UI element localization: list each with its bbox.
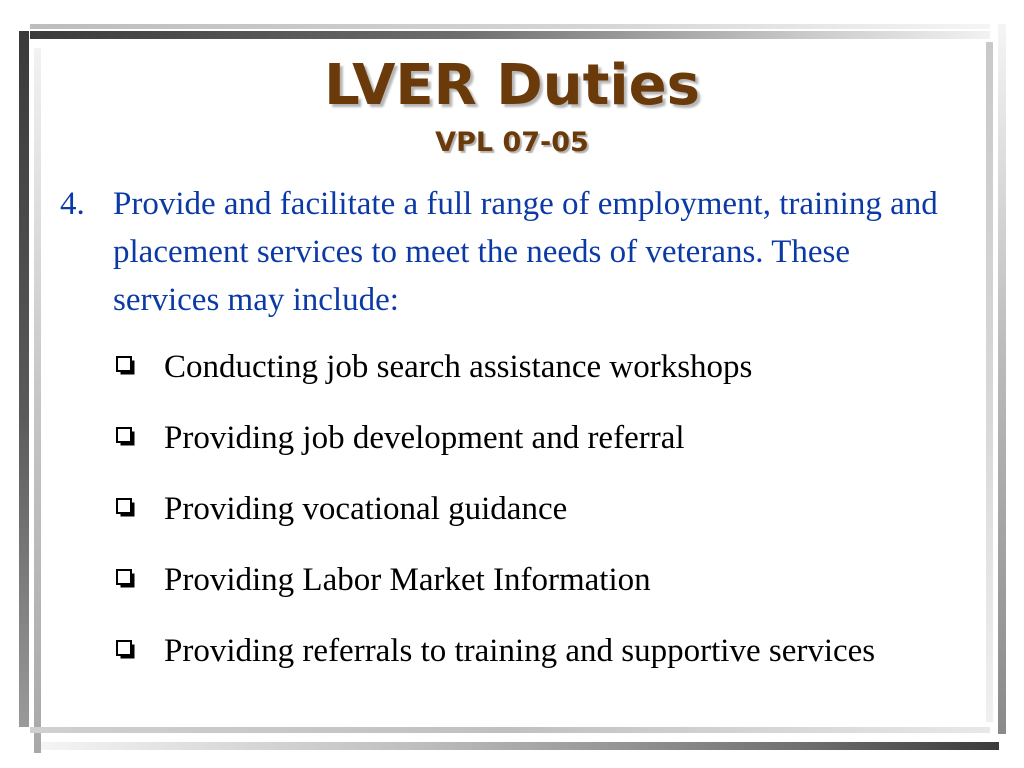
- service-text: Providing referrals to training and supportive services: [164, 633, 876, 669]
- checkbox-square-icon: [116, 427, 136, 447]
- checkbox-square-icon: [116, 498, 136, 518]
- services-list: [114, 344, 974, 699]
- checkbox-square-icon: [116, 569, 136, 589]
- list-item: [114, 557, 974, 603]
- list-item: [114, 344, 974, 390]
- service-text: Providing vocational guidance: [164, 491, 568, 527]
- service-text: Providing job development and referral: [164, 420, 685, 456]
- slide-title: LVER Duties: [324, 53, 700, 118]
- service-text: Conducting job search assistance workshops: [164, 349, 753, 385]
- list-item: [114, 486, 974, 532]
- list-item: [114, 628, 974, 674]
- slide-subtitle: VPL 07-05: [435, 127, 589, 158]
- checkbox-square-icon: [116, 356, 136, 376]
- list-item: [114, 415, 974, 461]
- checkbox-square-icon: [116, 640, 136, 660]
- frame-bar-top: [30, 31, 990, 39]
- main-list-item-number: 4.: [60, 186, 85, 222]
- frame-bar-top-light: [30, 24, 990, 29]
- frame-bar-bottom-light: [30, 727, 990, 733]
- frame-bar-bottom: [41, 742, 999, 750]
- main-list-item: [60, 180, 960, 324]
- service-text: Providing Labor Market Information: [164, 562, 651, 598]
- main-list-item-text: Provide and facilitate a full range of employment, training and placement services to meet the needs of veterans. These services may include:: [113, 186, 938, 318]
